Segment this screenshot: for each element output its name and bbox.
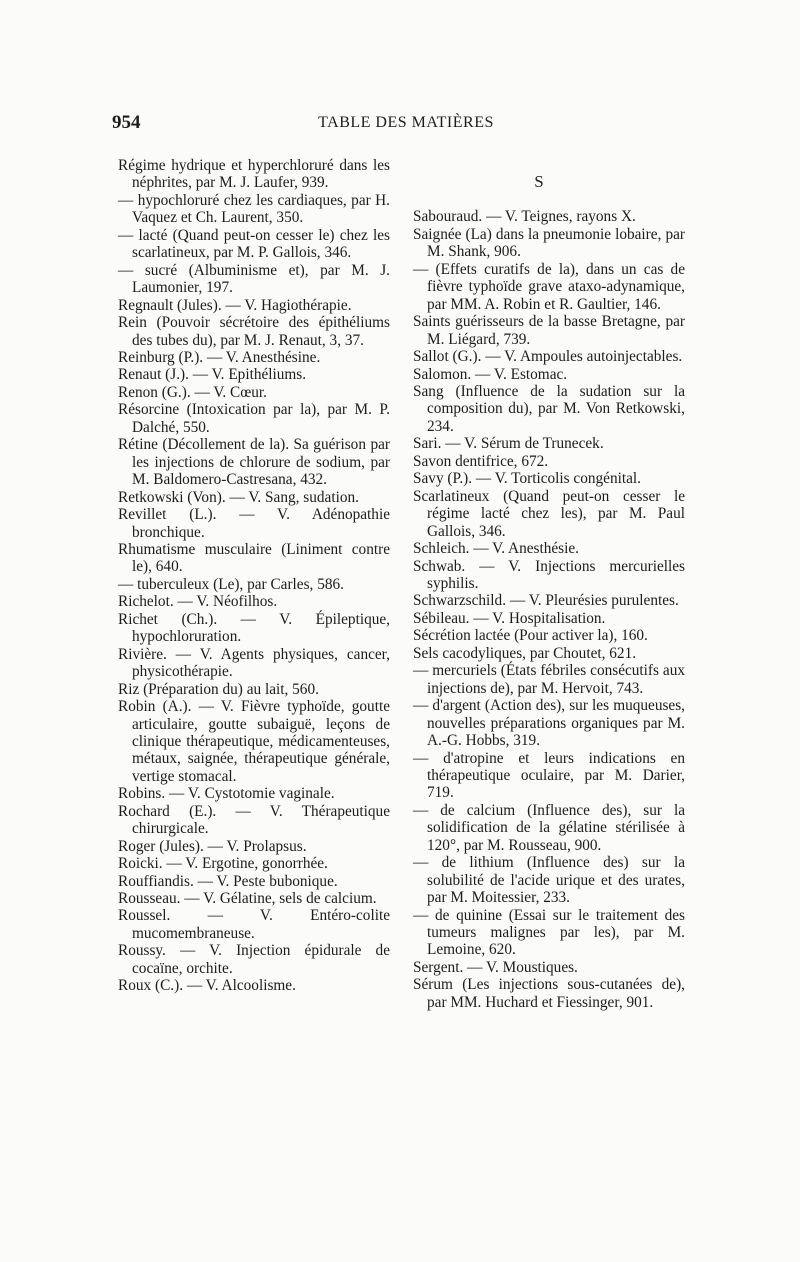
index-entry: Sergent. — V. Moustiques. <box>413 958 578 976</box>
index-entry: Saignée (La) dans la pneumonie lobaire, par M. Shank, 906. <box>413 225 685 261</box>
index-entry: Savon dentifrice, 672. <box>413 452 549 470</box>
index-entry: Roicki. — V. Ergotine, gonorrhée. <box>118 855 328 873</box>
index-entry: Sébileau. — V. Hospitalisation. <box>413 609 606 627</box>
index-entry: — hypochloruré chez les cardiaques, par H. Vaquez et Ch. Laurent, 350. <box>118 191 390 227</box>
section-letter: S <box>534 172 544 191</box>
index-entry: Sels cacodyliques, par Choutet, 621. <box>413 644 637 662</box>
page-number: 954 <box>112 112 141 133</box>
index-entry: Rochard (E.). — V. Thérapeutique chirurgicale. <box>118 802 390 838</box>
index-entry: Rousseau. — V. Gélatine, sels de calcium. <box>118 890 377 908</box>
index-entry: Reinburg (P.). — V. Anesthésine. <box>118 348 321 366</box>
index-entry: Retkowski (Von). — V. Sang, sudation. <box>118 488 359 506</box>
index-entry: — de quinine (Essai sur le traitement des tumeurs malignes par les), par M. Lemoine, 620. <box>413 906 685 959</box>
index-entry: Sallot (G.). — V. Ampoules autoinjectables. <box>413 348 683 366</box>
index-entry: — de calcium (Influence des), sur la solidification de la gélatine stérilisée à 120°, par M. Rousseau, 900. <box>413 801 685 854</box>
index-entry: — d'argent (Action des), sur les muqueuses, nouvelles préparations organiques par M. A.-G. Hobbs, 319. <box>413 697 685 750</box>
index-entry: — d'atropine et leurs indications en thérapeutique oculaire, par M. Darier, 719. <box>413 749 685 802</box>
index-entry: Sang (Influence de la sudation sur la composition du), par M. Von Retkowski, 234. <box>413 382 685 435</box>
right-column <box>413 150 685 1011</box>
index-entry: Sabouraud. — V. Teignes, rayons X. <box>413 208 636 226</box>
index-entry: — tuberculeux (Le), par Carles, 586. <box>118 575 344 593</box>
index-entry: Rhumatisme musculaire (Liniment contre le), 640. <box>118 540 390 576</box>
index-entry: Sécrétion lactée (Pour activer la), 160. <box>413 627 648 645</box>
page-header <box>112 112 700 136</box>
index-entry: Roux (C.). — V. Alcoolisme. <box>118 977 296 995</box>
index-entry: Revillet (L.). — V. Adénopathie bronchique. <box>118 506 390 541</box>
index-entry: Robins. — V. Cystotomie vaginale. <box>118 785 335 803</box>
index-entry: Renaut (J.). — V. Epithéliums. <box>118 366 307 384</box>
index-entry: Sérum (Les injections sous-cutanées de), par MM. Huchard et Fiessinger, 901. <box>413 976 685 1011</box>
index-entry: Scarlatineux (Quand peut-on cesser le régime lacté chez les), par M. Paul Gallois, 346. <box>413 487 685 540</box>
index-entry: Saints guérisseurs de la basse Bretagne, par M. Liégard, 739. <box>413 313 685 348</box>
index-entry: Roussy. — V. Injection épidurale de cocaïne, orchite. <box>118 942 390 977</box>
index-entry: Savy (P.). — V. Torticolis congénital. <box>413 470 641 488</box>
index-entry: Sari. — V. Sérum de Trunecek. <box>413 435 604 453</box>
index-entry: Schwab. — V. Injections mercurielles syphilis. <box>413 557 685 592</box>
index-entry: — sucré (Albuminisme et), par M. J. Laumonier, 197. <box>118 261 390 297</box>
index-entry: Regnault (Jules). — V. Hagiothérapie. <box>118 296 352 314</box>
index-entry: Roger (Jules). — V. Prolapsus. <box>118 837 307 855</box>
index-entry: Riz (Préparation du) au lait, 560. <box>118 680 319 698</box>
index-entry: Résorcine (Intoxication par la), par M. P. Dalché, 550. <box>118 401 390 436</box>
index-entry: Rétine (Décollement de la). Sa guérison par les injections de chlorure de sodium, par M. Baldomero-Castresana, 432. <box>118 436 390 489</box>
index-entry: Rivière. — V. Agents physiques, cancer, physicothérapie. <box>118 645 390 681</box>
index-entry: Régime hydrique et hyperchloruré dans les néphrites, par M. J. Laufer, 939. <box>118 157 390 192</box>
index-entry: Richet (Ch.). — V. Épileptique, hypochloruration. <box>118 610 390 646</box>
index-entry: Schleich. — V. Anesthésie. <box>413 540 579 558</box>
index-entry: Rein (Pouvoir sécrétoire des épithéliums des tubes du), par M. J. Renaut, 3, 37. <box>118 314 390 349</box>
index-entry: — mercuriels (États fébriles consécutifs aux injections de), par M. Hervoit, 743. <box>413 662 685 697</box>
index-entry: Roussel. — V. Entéro-colite mucomembraneuse. <box>118 907 390 942</box>
left-column <box>118 157 390 995</box>
index-entry: Robin (A.). — V. Fièvre typhoïde, goutte articulaire, goutte subaiguë, leçons de clinique thérapeutique, médicamenteuses, métaux, saignée, thérapeutique générale, vertige stomacal. <box>118 698 390 785</box>
index-entry: — (Effets curatifs de la), dans un cas de fièvre typhoïde grave ataxo-adynamique, par MM. A. Robin et R. Gaultier, 146. <box>413 260 685 313</box>
index-entry: Renon (G.). — V. Cœur. <box>118 383 268 401</box>
index-entry: Rouffiandis. — V. Peste bubonique. <box>118 872 338 890</box>
index-entry: — lacté (Quand peut-on cesser le) chez les scarlatineux, par M. P. Gallois, 346. <box>118 226 390 262</box>
index-entry: — de lithium (Influence des) sur la solubilité de l'acide urique et des urates, par M. Moitessier, 233. <box>413 854 685 907</box>
running-title: TABLE DES MATIÈRES <box>318 114 494 131</box>
index-entry: Salomon. — V. Estomac. <box>413 365 568 383</box>
index-entry: Richelot. — V. Néofilhos. <box>118 593 278 611</box>
index-entry: Schwarzschild. — V. Pleurésies purulentes. <box>413 592 679 610</box>
